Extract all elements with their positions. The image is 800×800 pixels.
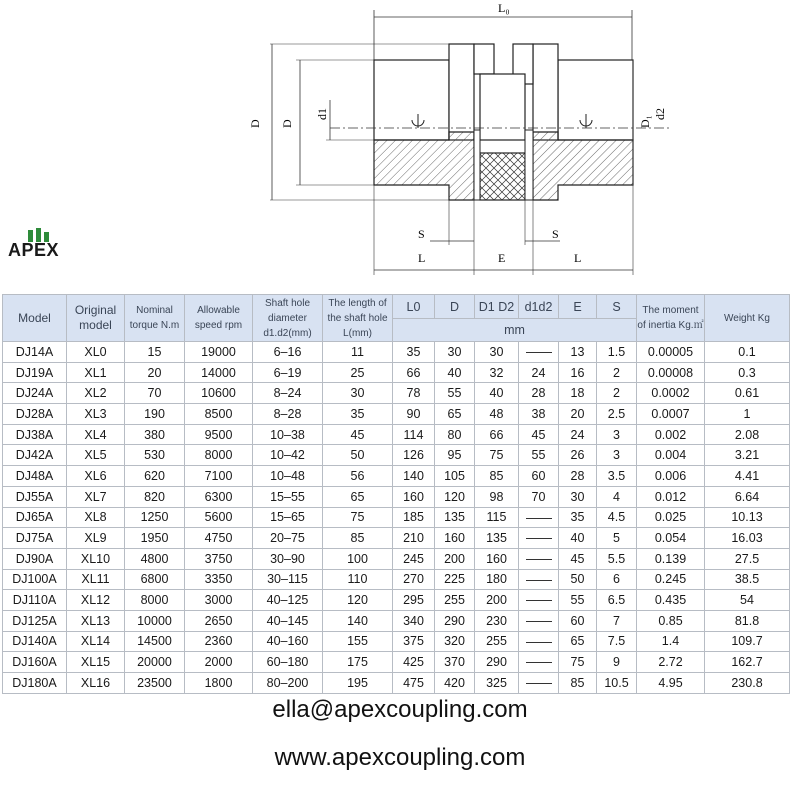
table-cell: 180 xyxy=(475,569,519,590)
table-cell: 13 xyxy=(559,342,597,363)
table-cell: 65 xyxy=(435,404,475,425)
table-cell xyxy=(519,673,559,694)
table-cell: 20 xyxy=(559,404,597,425)
table-cell: 10.5 xyxy=(597,673,637,694)
table-cell: 0.012 xyxy=(637,486,705,507)
dim-label-L0: L₀ xyxy=(498,1,510,15)
table-cell: 9 xyxy=(597,652,637,673)
col-header-inertia: The moment of inertia Kg.㎡ xyxy=(637,295,705,342)
table-cell: 48 xyxy=(475,404,519,425)
table-cell: XL4 xyxy=(67,424,125,445)
table-cell: 40 xyxy=(559,528,597,549)
contact-website[interactable]: www.apexcoupling.com xyxy=(274,744,526,771)
table-cell: 45 xyxy=(519,424,559,445)
dim-label-L-left: L xyxy=(418,251,426,265)
table-cell: 6–19 xyxy=(253,362,323,383)
table-cell: 20 xyxy=(125,362,185,383)
table-cell: 6.64 xyxy=(705,486,790,507)
table-cell: 0.004 xyxy=(637,445,705,466)
table-cell: DJ75A xyxy=(3,528,67,549)
table-cell: 35 xyxy=(559,507,597,528)
table-cell: 6.5 xyxy=(597,590,637,611)
table-cell: 0.0007 xyxy=(637,404,705,425)
table-cell: DJ90A xyxy=(3,548,67,569)
table-cell: 100 xyxy=(323,548,393,569)
table-cell: 11 xyxy=(323,342,393,363)
table-cell: 0.002 xyxy=(637,424,705,445)
table-cell: XL9 xyxy=(67,528,125,549)
table-cell: 290 xyxy=(435,610,475,631)
apex-logo xyxy=(6,228,76,266)
table-cell: 375 xyxy=(393,631,435,652)
col-header-shaft-length: The length of the shaft hole L(mm) xyxy=(323,295,393,342)
table-cell xyxy=(519,569,559,590)
table-cell: 20–75 xyxy=(253,528,323,549)
table-cell: 7 xyxy=(597,610,637,631)
table-cell: 5600 xyxy=(185,507,253,528)
table-cell: 0.00005 xyxy=(637,342,705,363)
table-row xyxy=(3,383,790,404)
table-row xyxy=(3,569,790,590)
table-cell: 270 xyxy=(393,569,435,590)
table-row xyxy=(3,548,790,569)
table-cell: 2.08 xyxy=(705,424,790,445)
table-cell: 30–90 xyxy=(253,548,323,569)
table-cell: 109.7 xyxy=(705,631,790,652)
table-cell: 4.95 xyxy=(637,673,705,694)
table-cell: 255 xyxy=(435,590,475,611)
table-row xyxy=(3,486,790,507)
table-cell: DJ180A xyxy=(3,673,67,694)
table-cell: 5.5 xyxy=(597,548,637,569)
col-header-shaft-hole: Shaft hole diameter d1.d2(mm) xyxy=(253,295,323,342)
table-cell: 160 xyxy=(393,486,435,507)
table-cell: 1.5 xyxy=(597,342,637,363)
table-cell: 3 xyxy=(597,445,637,466)
table-cell: 60 xyxy=(519,466,559,487)
table-cell: 60 xyxy=(559,610,597,631)
table-cell: 8–24 xyxy=(253,383,323,404)
table-cell: 6 xyxy=(597,569,637,590)
table-cell: XL7 xyxy=(67,486,125,507)
table-cell: 105 xyxy=(435,466,475,487)
table-cell: 140 xyxy=(323,610,393,631)
table-cell: 66 xyxy=(393,362,435,383)
table-cell: DJ160A xyxy=(3,652,67,673)
table-cell xyxy=(519,652,559,673)
table-cell: DJ28A xyxy=(3,404,67,425)
table-cell: XL13 xyxy=(67,610,125,631)
table-row xyxy=(3,673,790,694)
table-cell: 126 xyxy=(393,445,435,466)
dim-label-S-left: S xyxy=(418,227,425,241)
col-header-S: S xyxy=(597,295,637,319)
table-cell: DJ110A xyxy=(3,590,67,611)
table-cell: 195 xyxy=(323,673,393,694)
table-cell: 0.0002 xyxy=(637,383,705,404)
col-header-nominal-torque: Nominal torque N.m xyxy=(125,295,185,342)
table-cell: XL12 xyxy=(67,590,125,611)
table-cell: 40–125 xyxy=(253,590,323,611)
dim-label-D1: D₁ xyxy=(638,115,652,128)
table-cell xyxy=(519,610,559,631)
table-cell: 78 xyxy=(393,383,435,404)
table-cell: 380 xyxy=(125,424,185,445)
dim-label-E: E xyxy=(498,251,506,265)
table-cell: DJ65A xyxy=(3,507,67,528)
table-cell: 210 xyxy=(393,528,435,549)
table-cell: 200 xyxy=(475,590,519,611)
table-cell: 70 xyxy=(519,486,559,507)
col-header-unit-mm: mm xyxy=(393,319,637,342)
table-cell xyxy=(519,590,559,611)
table-cell: 10000 xyxy=(125,610,185,631)
table-cell: 230.8 xyxy=(705,673,790,694)
table-cell: 120 xyxy=(435,486,475,507)
table-cell: 9500 xyxy=(185,424,253,445)
table-cell: 16 xyxy=(559,362,597,383)
table-cell: 50 xyxy=(323,445,393,466)
dash-mark xyxy=(526,580,552,581)
table-cell: 0.006 xyxy=(637,466,705,487)
table-cell: XL10 xyxy=(67,548,125,569)
table-cell: 3.21 xyxy=(705,445,790,466)
col-header-E: E xyxy=(559,295,597,319)
table-cell: 160 xyxy=(435,528,475,549)
table-cell: 135 xyxy=(475,528,519,549)
table-cell: 30 xyxy=(475,342,519,363)
table-cell: 98 xyxy=(475,486,519,507)
table-cell: 40 xyxy=(475,383,519,404)
table-cell: 325 xyxy=(475,673,519,694)
table-cell: 2650 xyxy=(185,610,253,631)
dim-label-d2: d2 xyxy=(653,108,667,120)
table-cell: DJ38A xyxy=(3,424,67,445)
table-cell: 230 xyxy=(475,610,519,631)
table-row xyxy=(3,445,790,466)
table-cell: 530 xyxy=(125,445,185,466)
table-cell: XL5 xyxy=(67,445,125,466)
table-cell: 2 xyxy=(597,362,637,383)
col-header-weight: Weight Kg xyxy=(705,295,790,342)
table-cell: 115 xyxy=(475,507,519,528)
dash-mark xyxy=(526,518,552,519)
table-cell: XL15 xyxy=(67,652,125,673)
table-row xyxy=(3,652,790,673)
table-cell: 6800 xyxy=(125,569,185,590)
table-cell: 120 xyxy=(323,590,393,611)
table-cell: 1800 xyxy=(185,673,253,694)
table-cell: 90 xyxy=(393,404,435,425)
table-cell: 3 xyxy=(597,424,637,445)
table-cell: 6–16 xyxy=(253,342,323,363)
table-cell: DJ14A xyxy=(3,342,67,363)
table-cell: 28 xyxy=(519,383,559,404)
table-cell: 32 xyxy=(475,362,519,383)
table-cell: 2 xyxy=(597,383,637,404)
table-cell: 30–115 xyxy=(253,569,323,590)
col-header-allowable-speed: Allowable speed rpm xyxy=(185,295,253,342)
table-cell: 10600 xyxy=(185,383,253,404)
table-cell: 185 xyxy=(393,507,435,528)
table-cell: 2.5 xyxy=(597,404,637,425)
logo-text: APEX xyxy=(8,240,60,260)
table-cell: 8500 xyxy=(185,404,253,425)
table-cell: 30 xyxy=(435,342,475,363)
table-cell: 370 xyxy=(435,652,475,673)
dim-label-L-right: L xyxy=(574,251,582,265)
table-cell: 30 xyxy=(559,486,597,507)
table-cell: 425 xyxy=(393,652,435,673)
table-cell: 0.3 xyxy=(705,362,790,383)
dash-mark xyxy=(526,559,552,560)
dash-mark xyxy=(526,642,552,643)
table-cell: 2.72 xyxy=(637,652,705,673)
table-cell: 55 xyxy=(435,383,475,404)
col-header-original-model: Original model xyxy=(67,295,125,342)
table-cell: 1.4 xyxy=(637,631,705,652)
table-cell: 14500 xyxy=(125,631,185,652)
table-cell: 0.245 xyxy=(637,569,705,590)
table-cell: 1250 xyxy=(125,507,185,528)
table-cell: 14000 xyxy=(185,362,253,383)
table-cell xyxy=(519,528,559,549)
table-cell: 7100 xyxy=(185,466,253,487)
table-cell: XL14 xyxy=(67,631,125,652)
table-cell: 75 xyxy=(475,445,519,466)
table-cell: 65 xyxy=(323,486,393,507)
table-cell: 15–65 xyxy=(253,507,323,528)
dim-label-d1: d1 xyxy=(315,108,329,120)
table-cell: 65 xyxy=(559,631,597,652)
table-cell: 23500 xyxy=(125,673,185,694)
table-cell: 4.41 xyxy=(705,466,790,487)
table-cell: 38 xyxy=(519,404,559,425)
table-cell: 16.03 xyxy=(705,528,790,549)
table-cell: 35 xyxy=(323,404,393,425)
dim-label-S-right: S xyxy=(552,227,559,241)
table-cell: XL6 xyxy=(67,466,125,487)
table-row xyxy=(3,404,790,425)
table-cell: 3.5 xyxy=(597,466,637,487)
table-cell: DJ140A xyxy=(3,631,67,652)
dash-mark xyxy=(526,621,552,622)
table-cell: 10–38 xyxy=(253,424,323,445)
table-cell: 35 xyxy=(393,342,435,363)
dash-mark xyxy=(526,683,552,684)
dash-mark xyxy=(526,662,552,663)
table-cell: DJ48A xyxy=(3,466,67,487)
table-cell: XL11 xyxy=(67,569,125,590)
dim-label-D: D xyxy=(248,119,262,128)
table-cell: DJ125A xyxy=(3,610,67,631)
table-cell: 19000 xyxy=(185,342,253,363)
table-cell: XL8 xyxy=(67,507,125,528)
col-header-model: Model xyxy=(3,295,67,342)
table-cell: XL2 xyxy=(67,383,125,404)
table-cell: 45 xyxy=(559,548,597,569)
dash-mark xyxy=(526,352,552,353)
table-cell: 340 xyxy=(393,610,435,631)
table-cell: 40–145 xyxy=(253,610,323,631)
table-cell xyxy=(519,548,559,569)
coupling-drawing xyxy=(230,0,667,285)
table-cell: 200 xyxy=(435,548,475,569)
table-cell: 420 xyxy=(435,673,475,694)
dash-mark xyxy=(526,538,552,539)
table-row xyxy=(3,610,790,631)
table-cell: XL0 xyxy=(67,342,125,363)
col-header-D: D xyxy=(435,295,475,319)
table-row xyxy=(3,590,790,611)
table-cell: XL1 xyxy=(67,362,125,383)
table-row xyxy=(3,631,790,652)
table-cell: 40–160 xyxy=(253,631,323,652)
table-cell: 38.5 xyxy=(705,569,790,590)
table-cell: 8–28 xyxy=(253,404,323,425)
col-header-D1D2: D1 D2 xyxy=(475,295,519,319)
table-cell: 290 xyxy=(475,652,519,673)
table-cell: 4750 xyxy=(185,528,253,549)
table-cell: 56 xyxy=(323,466,393,487)
table-cell: 24 xyxy=(519,362,559,383)
table-cell xyxy=(519,507,559,528)
table-cell: 10–48 xyxy=(253,466,323,487)
table-cell: 0.435 xyxy=(637,590,705,611)
table-cell: XL16 xyxy=(67,673,125,694)
table-cell: DJ19A xyxy=(3,362,67,383)
table-cell: 2360 xyxy=(185,631,253,652)
table-cell: 1950 xyxy=(125,528,185,549)
table-cell: 85 xyxy=(323,528,393,549)
table-cell: 0.1 xyxy=(705,342,790,363)
table-cell: 320 xyxy=(435,631,475,652)
table-cell: 7.5 xyxy=(597,631,637,652)
table-cell: 4.5 xyxy=(597,507,637,528)
dim-label-D1-left: D xyxy=(280,119,294,128)
table-cell: DJ100A xyxy=(3,569,67,590)
table-cell: 20000 xyxy=(125,652,185,673)
table-cell: 162.7 xyxy=(705,652,790,673)
table-cell: 175 xyxy=(323,652,393,673)
table-cell: 10.13 xyxy=(705,507,790,528)
table-cell: 81.8 xyxy=(705,610,790,631)
table-cell: 55 xyxy=(559,590,597,611)
table-cell: 0.025 xyxy=(637,507,705,528)
table-cell xyxy=(519,342,559,363)
table-cell: 15 xyxy=(125,342,185,363)
col-header-d1d2: d1d2 xyxy=(519,295,559,319)
header-row xyxy=(3,295,790,319)
table-cell: 155 xyxy=(323,631,393,652)
table-cell: 4 xyxy=(597,486,637,507)
table-cell: 50 xyxy=(559,569,597,590)
table-cell: 18 xyxy=(559,383,597,404)
table-cell: 80 xyxy=(435,424,475,445)
table-row xyxy=(3,424,790,445)
table-cell: 28 xyxy=(559,466,597,487)
table-cell: 4800 xyxy=(125,548,185,569)
table-cell: 85 xyxy=(475,466,519,487)
table-cell: 24 xyxy=(559,424,597,445)
table-cell: 85 xyxy=(559,673,597,694)
table-cell: 10–42 xyxy=(253,445,323,466)
table-cell: 25 xyxy=(323,362,393,383)
table-cell: 135 xyxy=(435,507,475,528)
table-cell: 0.61 xyxy=(705,383,790,404)
table-cell: 30 xyxy=(323,383,393,404)
table-cell: 54 xyxy=(705,590,790,611)
table-cell: 3750 xyxy=(185,548,253,569)
table-cell: 245 xyxy=(393,548,435,569)
spec-table xyxy=(2,294,790,694)
table-cell: 40 xyxy=(435,362,475,383)
table-cell: DJ24A xyxy=(3,383,67,404)
table-cell: 60–180 xyxy=(253,652,323,673)
table-cell: 66 xyxy=(475,424,519,445)
contact-email[interactable]: ella@apexcoupling.com xyxy=(272,696,528,723)
table-cell: 75 xyxy=(323,507,393,528)
table-cell: 0.054 xyxy=(637,528,705,549)
table-cell: 70 xyxy=(125,383,185,404)
table-cell: 110 xyxy=(323,569,393,590)
table-cell: 0.85 xyxy=(637,610,705,631)
table-row xyxy=(3,342,790,363)
table-cell: 2000 xyxy=(185,652,253,673)
table-cell: 6300 xyxy=(185,486,253,507)
table-cell: 3000 xyxy=(185,590,253,611)
col-header-L0: L0 xyxy=(393,295,435,319)
table-row xyxy=(3,507,790,528)
table-cell: 15–55 xyxy=(253,486,323,507)
table-cell: 820 xyxy=(125,486,185,507)
table-cell: 55 xyxy=(519,445,559,466)
table-cell: 475 xyxy=(393,673,435,694)
table-cell: 1 xyxy=(705,404,790,425)
table-cell: 8000 xyxy=(125,590,185,611)
table-cell: 5 xyxy=(597,528,637,549)
table-cell: 95 xyxy=(435,445,475,466)
table-row xyxy=(3,362,790,383)
dash-mark xyxy=(526,600,552,601)
table-cell: 8000 xyxy=(185,445,253,466)
table-cell: 0.139 xyxy=(637,548,705,569)
table-cell: 190 xyxy=(125,404,185,425)
table-cell: 140 xyxy=(393,466,435,487)
table-cell: 620 xyxy=(125,466,185,487)
table-cell: 3350 xyxy=(185,569,253,590)
table-cell: 75 xyxy=(559,652,597,673)
table-cell: 45 xyxy=(323,424,393,445)
table-row xyxy=(3,528,790,549)
table-cell: 0.00008 xyxy=(637,362,705,383)
table-cell: 26 xyxy=(559,445,597,466)
table-cell: XL3 xyxy=(67,404,125,425)
table-cell: 225 xyxy=(435,569,475,590)
table-cell: 114 xyxy=(393,424,435,445)
table-cell: 80–200 xyxy=(253,673,323,694)
table-cell: 255 xyxy=(475,631,519,652)
table-cell: 295 xyxy=(393,590,435,611)
table-cell: DJ55A xyxy=(3,486,67,507)
table-cell: DJ42A xyxy=(3,445,67,466)
table-cell: 27.5 xyxy=(705,548,790,569)
table-cell xyxy=(519,631,559,652)
table-cell: 160 xyxy=(475,548,519,569)
table-row xyxy=(3,466,790,487)
